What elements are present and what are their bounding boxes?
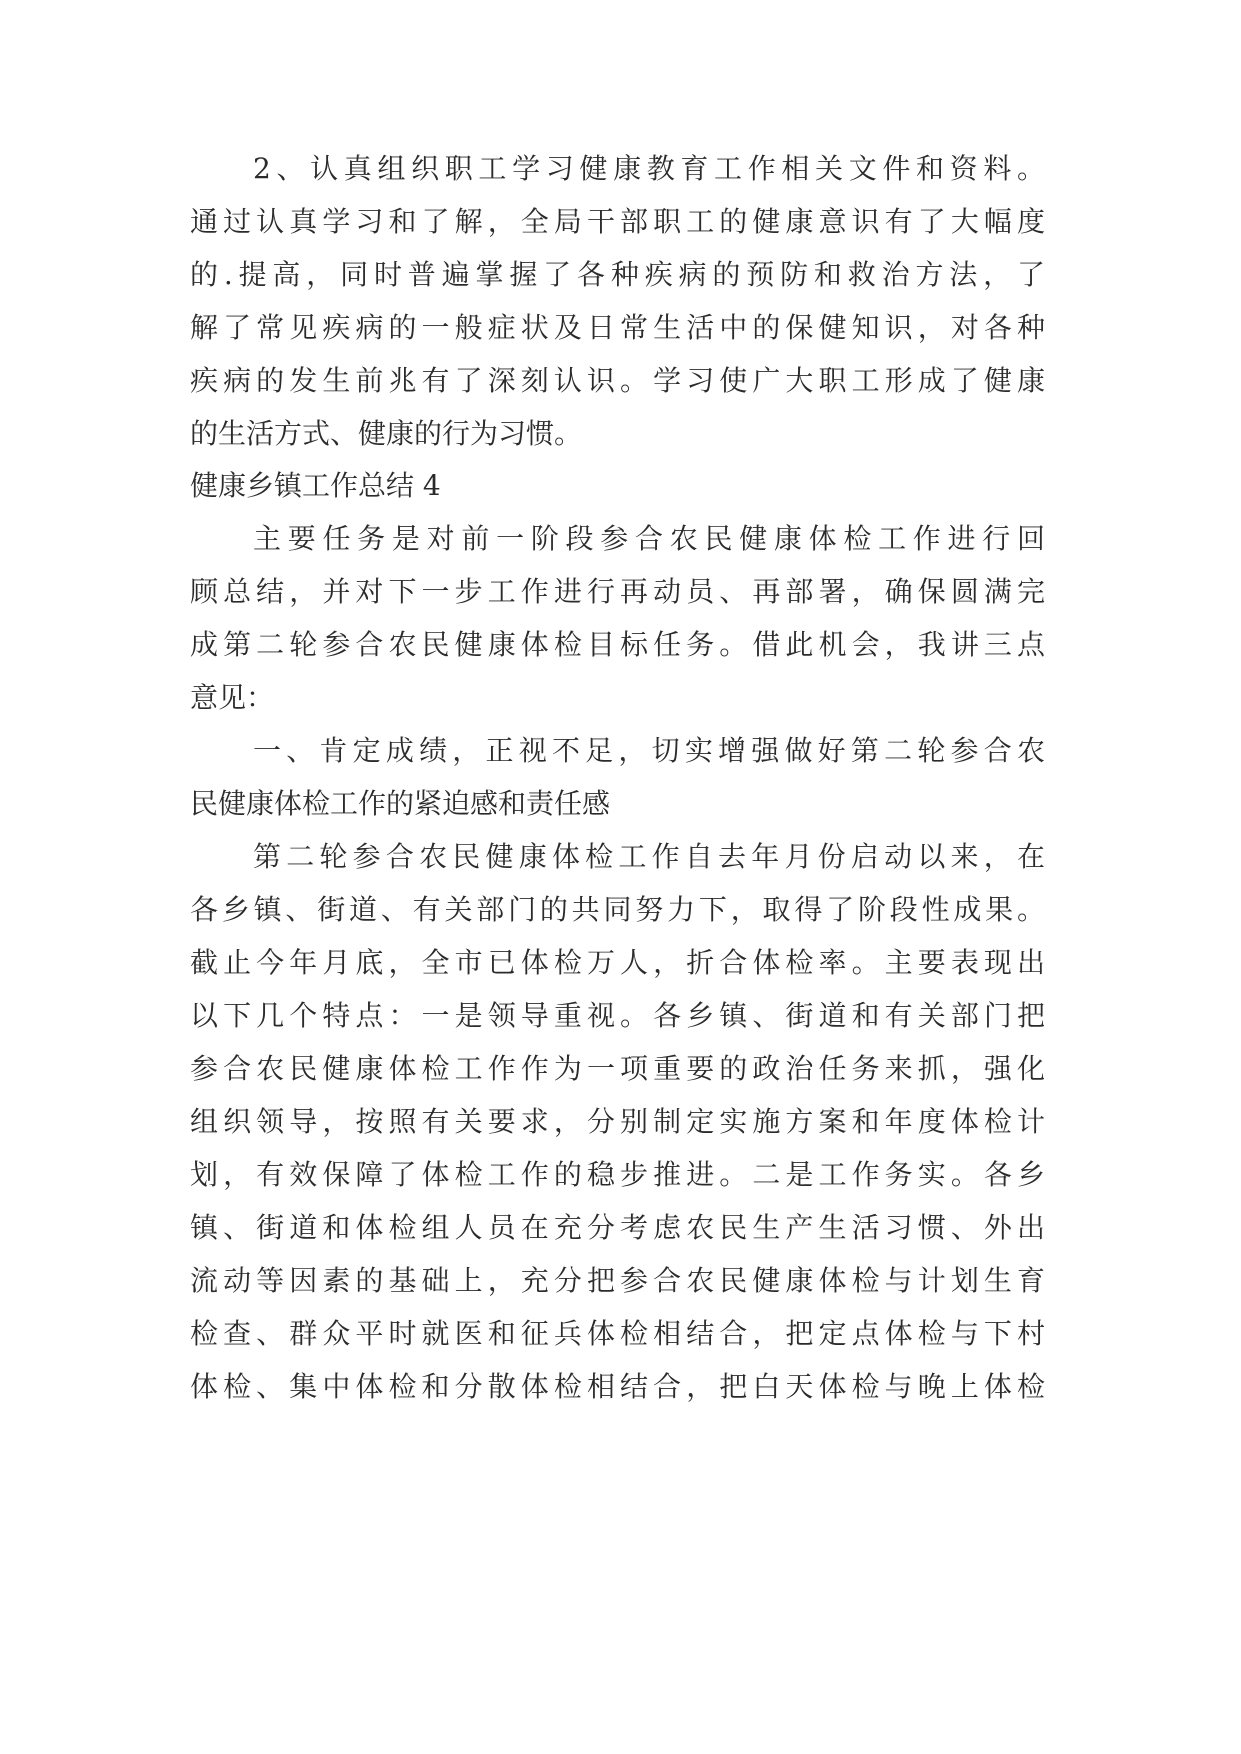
paragraph-line: 2、认真组织职工学习健康教育工作相关文件和资料。 <box>253 152 1045 185</box>
paragraph-line: 民健康体检工作的紧迫感和责任感 <box>190 787 611 820</box>
section-heading: 健康乡镇工作总结 4 <box>190 469 441 502</box>
paragraph-line: 划，有效保障了体检工作的稳步推进。二是工作务实。各乡 <box>190 1158 1045 1191</box>
paragraph-line: 检查、群众平时就医和征兵体检相结合，把定点体检与下村 <box>190 1317 1045 1350</box>
paragraph-line: 组织领导，按照有关要求，分别制定实施方案和年度体检计 <box>190 1105 1045 1138</box>
paragraph-line: 以下几个特点：一是领导重视。各乡镇、街道和有关部门把 <box>190 999 1045 1032</box>
paragraph-line: 解了常见疾病的一般症状及日常生活中的保健知识，对各种 <box>190 311 1045 344</box>
paragraph-line: 各乡镇、街道、有关部门的共同努力下，取得了阶段性成果。 <box>190 893 1045 926</box>
paragraph-line: 成第二轮参合农民健康体检目标任务。借此机会，我讲三点 <box>190 628 1045 661</box>
paragraph-line: 顾总结，并对下一步工作进行再动员、再部署，确保圆满完 <box>190 575 1045 608</box>
paragraph-line: 的.提高，同时普遍掌握了各种疾病的预防和救治方法，了 <box>190 258 1045 291</box>
paragraph-line: 主要任务是对前一阶段参合农民健康体检工作进行回 <box>253 522 1045 555</box>
paragraph-line: 流动等因素的基础上，充分把参合农民健康体检与计划生育 <box>190 1264 1045 1297</box>
paragraph-line: 第二轮参合农民健康体检工作自去年月份启动以来，在 <box>253 840 1045 873</box>
paragraph-line: 体检、集中体检和分散体检相结合，把白天体检与晚上体检 <box>190 1370 1045 1403</box>
paragraph-line: 通过认真学习和了解，全局干部职工的健康意识有了大幅度 <box>190 205 1045 238</box>
paragraph-line: 意见： <box>190 681 275 714</box>
paragraph-line: 截止今年月底，全市已体检万人，折合体检率。主要表现出 <box>190 946 1045 979</box>
paragraph-line: 一、肯定成绩，正视不足，切实增强做好第二轮参合农 <box>253 734 1045 767</box>
paragraph-line: 疾病的发生前兆有了深刻认识。学习使广大职工形成了健康 <box>190 364 1045 397</box>
paragraph-line: 的生活方式、健康的行为习惯。 <box>190 417 583 450</box>
paragraph-line: 镇、街道和体检组人员在充分考虑农民生产生活习惯、外出 <box>190 1211 1045 1244</box>
paragraph-line: 参合农民健康体检工作作为一项重要的政治任务来抓，强化 <box>190 1052 1045 1085</box>
